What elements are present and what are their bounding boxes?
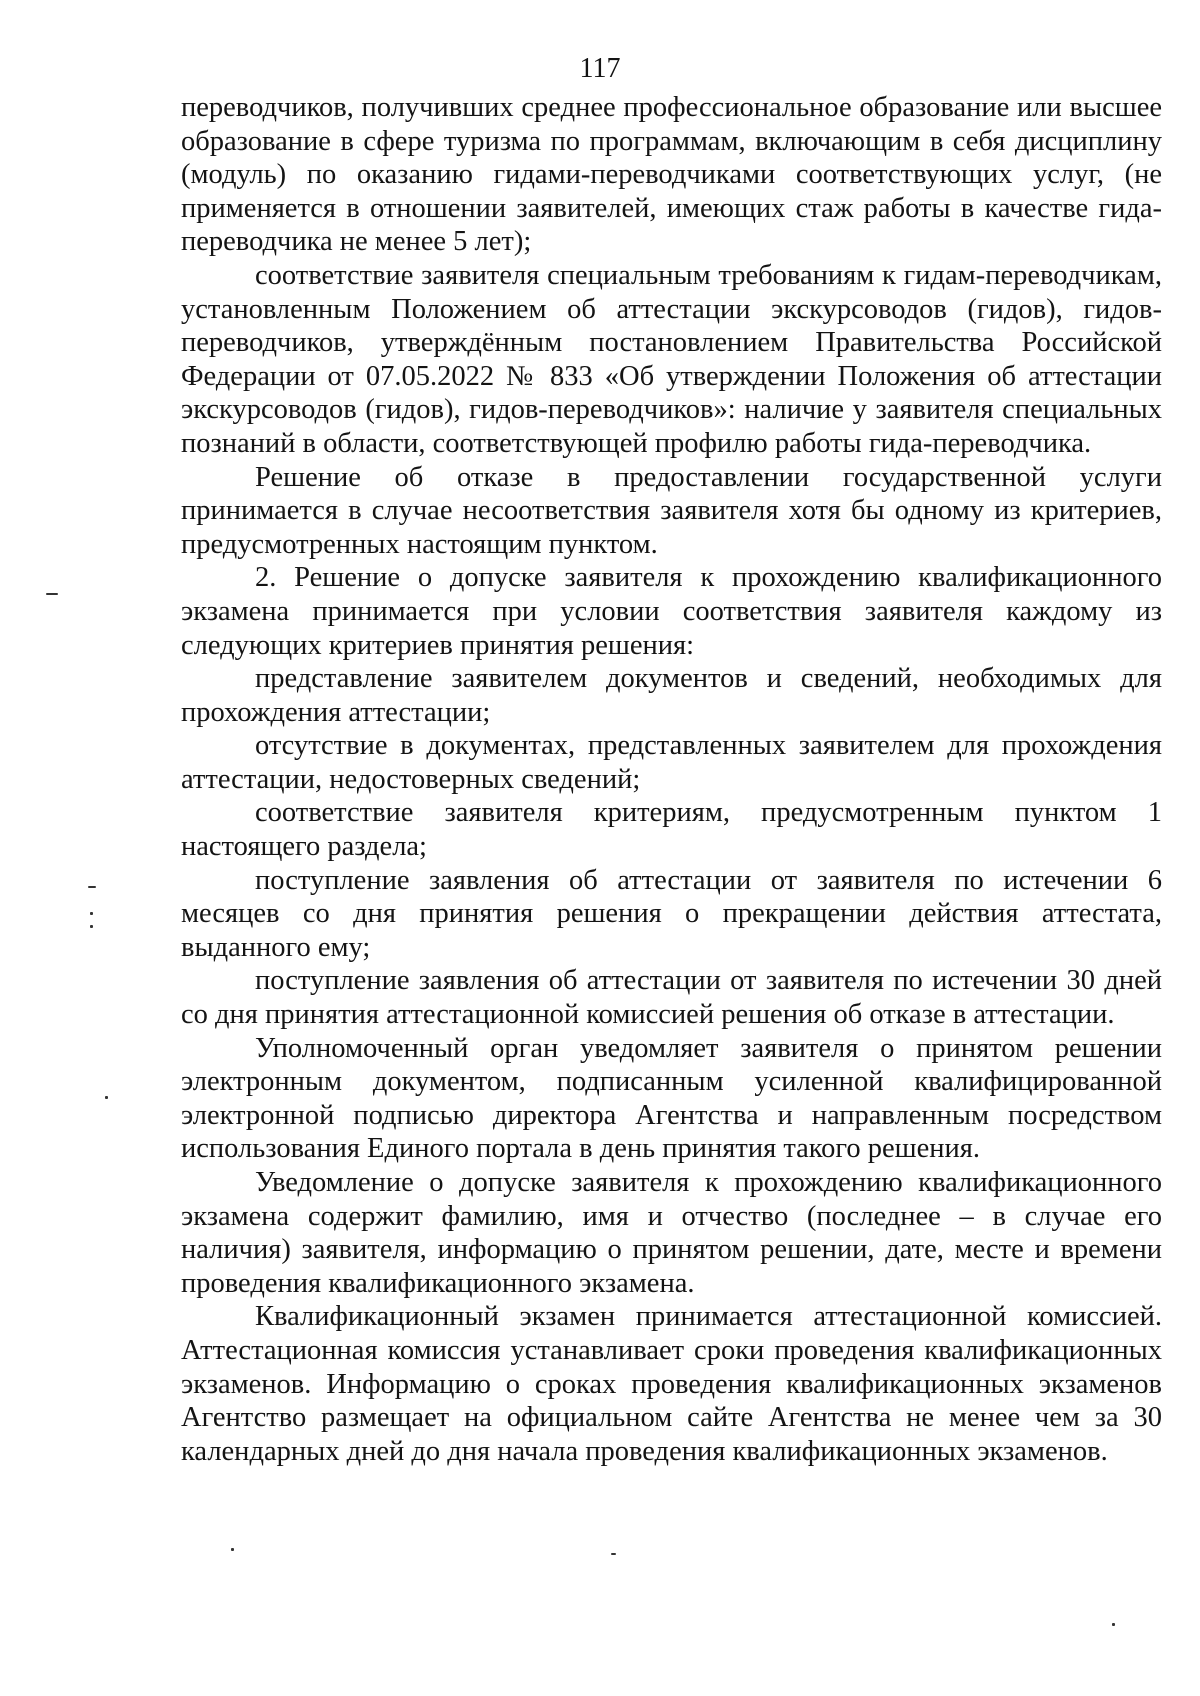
paragraph: Квалификационный экзамен принимается аттестационной комиссией. Аттестационная комиссия устанавливает сроки проведения квалификационных экзаменов. Информацию о сроках проведения квалификационных экзаменов Агентство размещает на официальном сайте Агентства не менее чем за 30 календарных дней до дня начала проведения квалификационных экзаменов. (181, 1301, 1162, 1467)
page-number: 117 (579, 53, 621, 84)
scan-speck (611, 1553, 616, 1555)
document-body (181, 91, 1162, 1468)
scan-speck (231, 1548, 234, 1551)
scan-speck (90, 925, 93, 928)
scan-speck (46, 593, 58, 595)
paragraph: поступление заявления об аттестации от заявителя по истечении 6 месяцев со дня принятия решения о прекращении действия аттестата, выданного ему; (181, 864, 1162, 963)
scan-speck (90, 912, 93, 915)
paragraph: Решение об отказе в предоставлении государственной услуги принимается в случае несоответствия заявителя хотя бы одному из критериев, предусмотренных настоящим пунктом. (181, 461, 1162, 560)
paragraph: соответствие заявителя специальным требованиям к гидам-переводчикам, установленным Положением об аттестации экскурсоводов (гидов), гидов-переводчиков, утверждённым постановлением Правительства Российской Федерации от 07.05.2022 № 833 «Об утверждении Положения об аттестации экскурсоводов (гидов), гидов-переводчиков»: наличие у заявителя специальных познаний в области, соответствующей профилю работы гида-переводчика. (181, 259, 1162, 459)
paragraph: соответствие заявителя критериям, предусмотренным пунктом 1 настоящего раздела; (181, 797, 1162, 863)
paragraph: Уполномоченный орган уведомляет заявителя о принятом решении электронным документом, подписанным усиленной квалифицированной электронной подписью директора Агентства и направленным посредством использования Единого портала в день принятия такого решения. (181, 1032, 1162, 1165)
paragraph: Уведомление о допуске заявителя к прохождению квалификационного экзамена содержит фамилию, имя и отчество (последнее – в случае его наличия) заявителя, информацию о принятом решении, дате, месте и времени проведения квалификационного экзамена. (181, 1167, 1162, 1299)
scan-speck (105, 1096, 108, 1099)
scan-speck (88, 886, 96, 888)
paragraph: представление заявителем документов и сведений, необходимых для прохождения аттестации; (181, 663, 1162, 728)
paragraph: 2. Решение о допуске заявителя к прохождению квалификационного экзамена принимается при условии соответствия заявителя каждому из следующих критериев принятия решения: (181, 562, 1162, 661)
paragraph: отсутствие в документах, представленных заявителем для прохождения аттестации, недостоверных сведений; (181, 730, 1162, 795)
scan-speck (1112, 1623, 1115, 1626)
paragraph: поступление заявления об аттестации от заявителя по истечении 30 дней со дня принятия аттестационной комиссией решения об отказе в аттестации. (181, 965, 1162, 1031)
paragraph: переводчиков, получивших среднее профессиональное образование или высшее образование в сфере туризма по программам, включающим в себя дисциплину (модуль) по оказанию гидами-переводчиками соответствующих услуг, (не применяется в отношении заявителей, имеющих стаж работы в качестве гида-переводчика не менее 5 лет); (181, 92, 1162, 258)
